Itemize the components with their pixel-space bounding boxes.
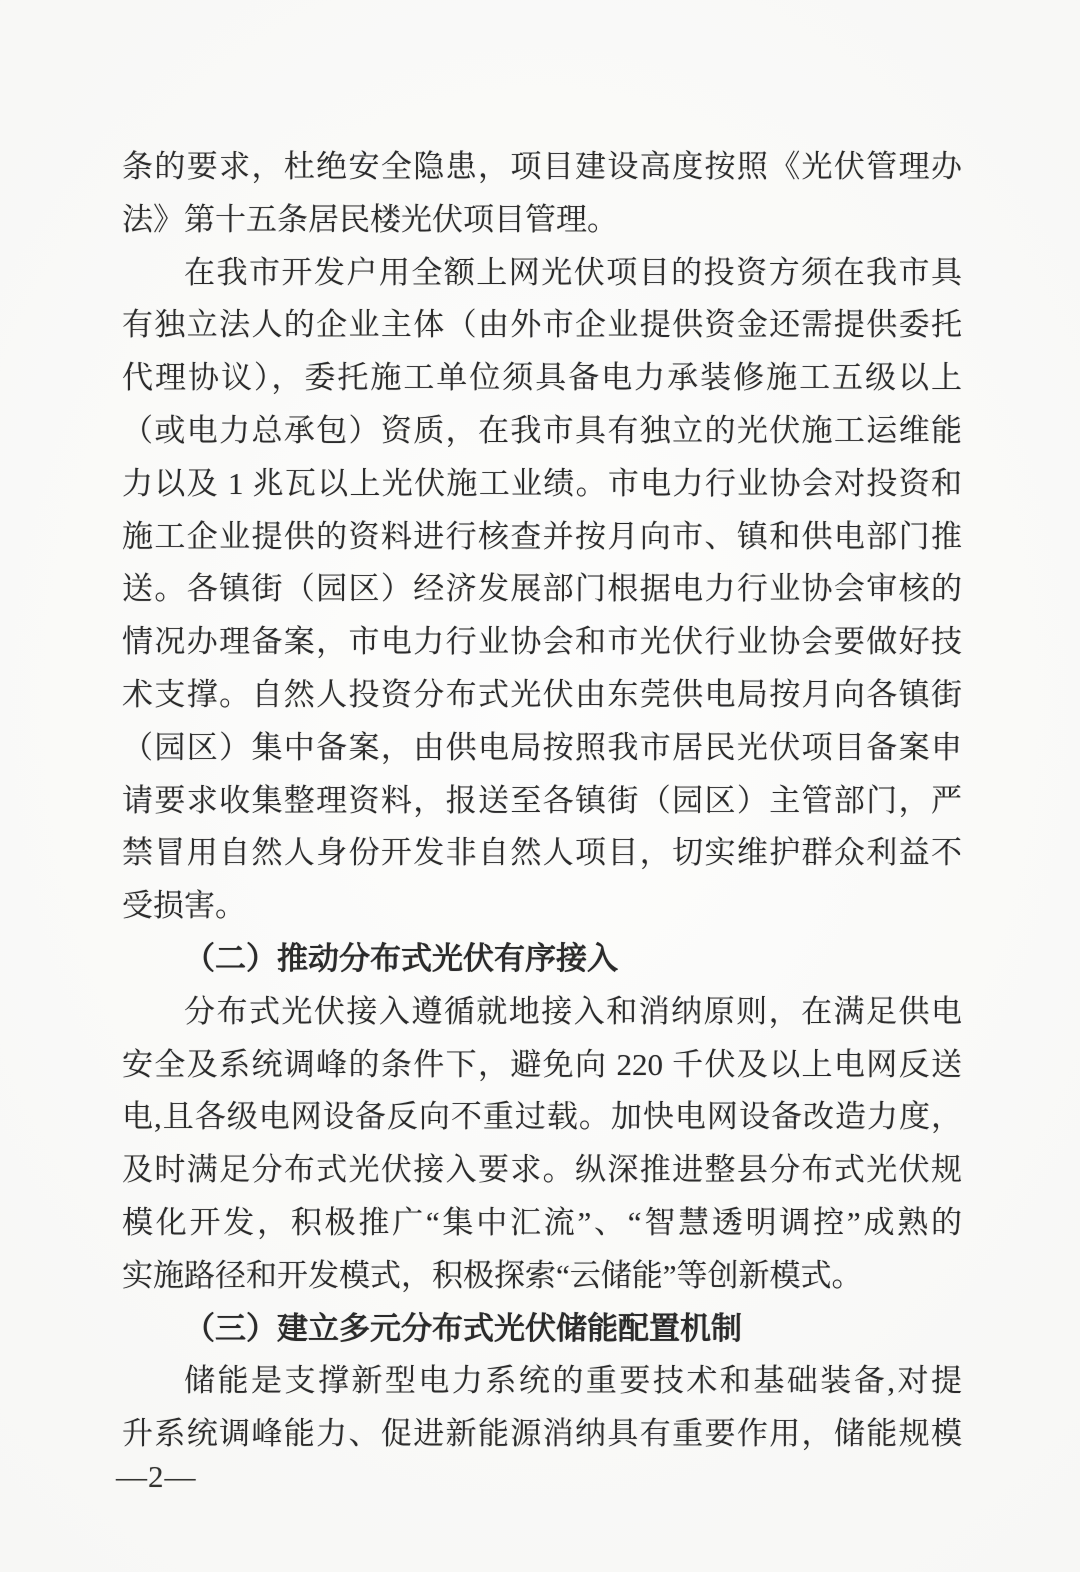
text-line: 法》第十五条居民楼光伏项目管理。: [122, 201, 618, 237]
text-line: 请要求收集整理资料，报送至各镇街（园区）主管部门，严: [122, 782, 962, 818]
text-line: 升系统调峰能力、促进新能源消纳具有重要作用，储能规模: [122, 1416, 962, 1452]
text-line: 电,且各级电网设备反向不重过载。加快电网设备改造力度，: [122, 1099, 962, 1135]
section-heading: （二）推动分布式光伏有序接入: [184, 940, 618, 976]
text-line: 代理协议），委托施工单位须具备电力承装修施工五级以上: [122, 360, 962, 396]
text-line: 条的要求，杜绝安全隐患，项目建设高度按照《光伏管理办: [122, 149, 962, 184]
text-line: 力以及 1 兆瓦以上光伏施工业绩。市电力行业协会对投资和: [122, 465, 962, 501]
document-body: [122, 141, 962, 1461]
text-line: 有独立法人的企业主体（由外市企业提供资金还需提供委托: [122, 307, 962, 343]
text-line: 及时满足分布式光伏接入要求。纵深推进整县分布式光伏规: [122, 1152, 962, 1188]
text-line: 施工企业提供的资料进行核查并按月向市、镇和供电部门推: [122, 518, 962, 554]
text-line: 受损害。: [122, 888, 246, 924]
text-line: 安全及系统调峰的条件下，避免向 220 千伏及以上电网反送: [122, 1046, 962, 1082]
text-line: 储能是支撑新型电力系统的重要技术和基础装备,对提: [184, 1363, 962, 1399]
text-line: 禁冒用自然人身份开发非自然人项目，切实维护群众利益不: [122, 835, 962, 871]
text-line: 送。各镇街（园区）经济发展部门根据电力行业协会审核的: [122, 571, 962, 607]
text-line: 术支撑。自然人投资分布式光伏由东莞供电局按月向各镇街: [122, 676, 962, 712]
section-heading: （三）建立多元分布式光伏储能配置机制: [184, 1310, 742, 1346]
text-line: 分布式光伏接入遵循就地接入和消纳原则，在满足供电: [184, 993, 962, 1029]
text-line: （园区）集中备案，由供电局按照我市居民光伏项目备案申: [122, 729, 962, 765]
text-line: 在我市开发户用全额上网光伏项目的投资方须在我市具: [184, 254, 962, 290]
text-line: 模化开发，积极推广“集中汇流”、“智慧透明调控”成熟的: [122, 1204, 962, 1240]
page-number: —2—: [116, 1459, 197, 1494]
text-line: 情况办理备案，市电力行业协会和市光伏行业协会要做好技: [122, 624, 962, 660]
text-line: （或电力总承包）资质，在我市具有独立的光伏施工运维能: [122, 412, 962, 448]
text-line: 实施路径和开发模式，积极探索“云储能”等创新模式。: [122, 1257, 863, 1293]
